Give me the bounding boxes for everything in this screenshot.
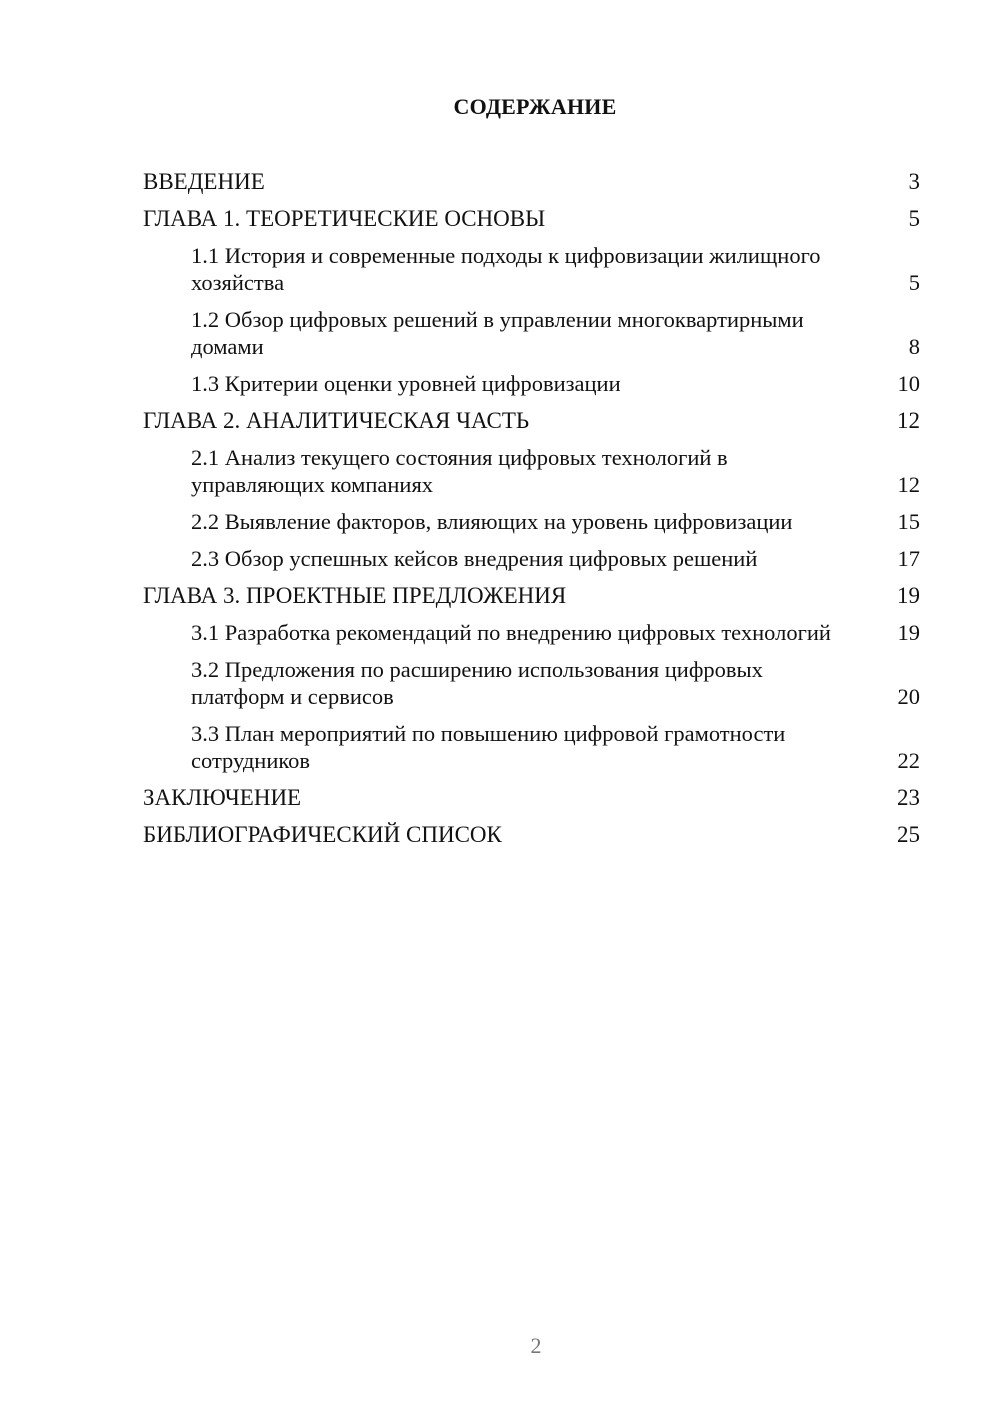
toc-entry-text: 3.3 План мероприятий по повышению цифровой грамотности сотрудников — [191, 721, 786, 773]
toc-entry-page: 12 — [897, 472, 920, 497]
toc-entry-chapter-3[interactable] — [143, 582, 920, 609]
toc-entry-introduction[interactable] — [143, 168, 920, 195]
toc-entry-conclusion[interactable] — [143, 784, 920, 811]
toc-entry-text: ГЛАВА 3. ПРОЕКТНЫЕ ПРЕДЛОЖЕНИЯ — [143, 583, 567, 608]
toc-entry-chapter-2[interactable] — [143, 407, 920, 434]
table-of-contents — [143, 168, 920, 858]
toc-entry-text: 1.2 Обзор цифровых решений в управлении многоквартирными домами — [191, 307, 804, 359]
toc-entry-text: ЗАКЛЮЧЕНИЕ — [143, 785, 302, 810]
toc-entry-text: 3.1 Разработка рекомендаций по внедрению цифровых технологий — [191, 620, 831, 645]
toc-entry-section-1-1[interactable] — [143, 242, 920, 296]
toc-entry-page: 10 — [897, 371, 920, 396]
toc-entry-section-3-1[interactable] — [143, 619, 920, 646]
toc-entry-text: ГЛАВА 1. ТЕОРЕТИЧЕСКИЕ ОСНОВЫ — [143, 206, 546, 231]
toc-entry-page: 22 — [897, 748, 920, 773]
toc-entry-page: 19 — [897, 620, 920, 645]
toc-entry-text: 3.2 Предложения по расширению использования цифровых платформ и сервисов — [191, 657, 763, 709]
toc-entry-page: 5 — [908, 270, 920, 295]
toc-entry-text: 1.3 Критерии оценки уровней цифровизации — [191, 371, 621, 396]
toc-entry-text: ВВЕДЕНИЕ — [143, 169, 265, 194]
toc-entry-page: 8 — [908, 334, 920, 359]
toc-entry-page: 23 — [897, 785, 920, 810]
toc-entry-section-1-2[interactable] — [143, 306, 920, 360]
toc-entry-section-2-2[interactable] — [143, 508, 920, 535]
toc-entry-text: 2.2 Выявление факторов, влияющих на уровень цифровизации — [191, 509, 793, 534]
toc-entry-section-3-2[interactable] — [143, 656, 920, 710]
toc-entry-section-1-3[interactable] — [143, 370, 920, 397]
toc-entry-text: 2.1 Анализ текущего состояния цифровых технологий в управляющих компаниях — [191, 445, 728, 497]
toc-entry-page: 20 — [897, 684, 920, 709]
toc-entry-text: 1.1 История и современные подходы к цифровизации жилищного хозяйства — [191, 243, 821, 295]
toc-entry-section-2-1[interactable] — [143, 444, 920, 498]
toc-entry-text: БИБЛИОГРАФИЧЕСКИЙ СПИСОК — [143, 822, 502, 847]
toc-entry-page: 17 — [897, 546, 920, 571]
toc-entry-page: 25 — [897, 822, 920, 847]
toc-entry-section-2-3[interactable] — [143, 545, 920, 572]
page-title: СОДЕРЖАНИЕ — [453, 94, 617, 119]
toc-entry-page: 3 — [908, 169, 920, 194]
toc-entry-chapter-1[interactable] — [143, 205, 920, 232]
page-number: 2 — [530, 1333, 542, 1358]
toc-entry-page: 5 — [908, 206, 920, 231]
toc-entry-page: 19 — [897, 583, 920, 608]
toc-entry-text: ГЛАВА 2. АНАЛИТИЧЕСКАЯ ЧАСТЬ — [143, 408, 530, 433]
toc-entry-section-3-3[interactable] — [143, 720, 920, 774]
toc-entry-page: 15 — [897, 509, 920, 534]
toc-entry-text: 2.3 Обзор успешных кейсов внедрения цифровых решений — [191, 546, 758, 571]
toc-entry-page: 12 — [897, 408, 920, 433]
toc-entry-bibliography[interactable] — [143, 821, 920, 848]
